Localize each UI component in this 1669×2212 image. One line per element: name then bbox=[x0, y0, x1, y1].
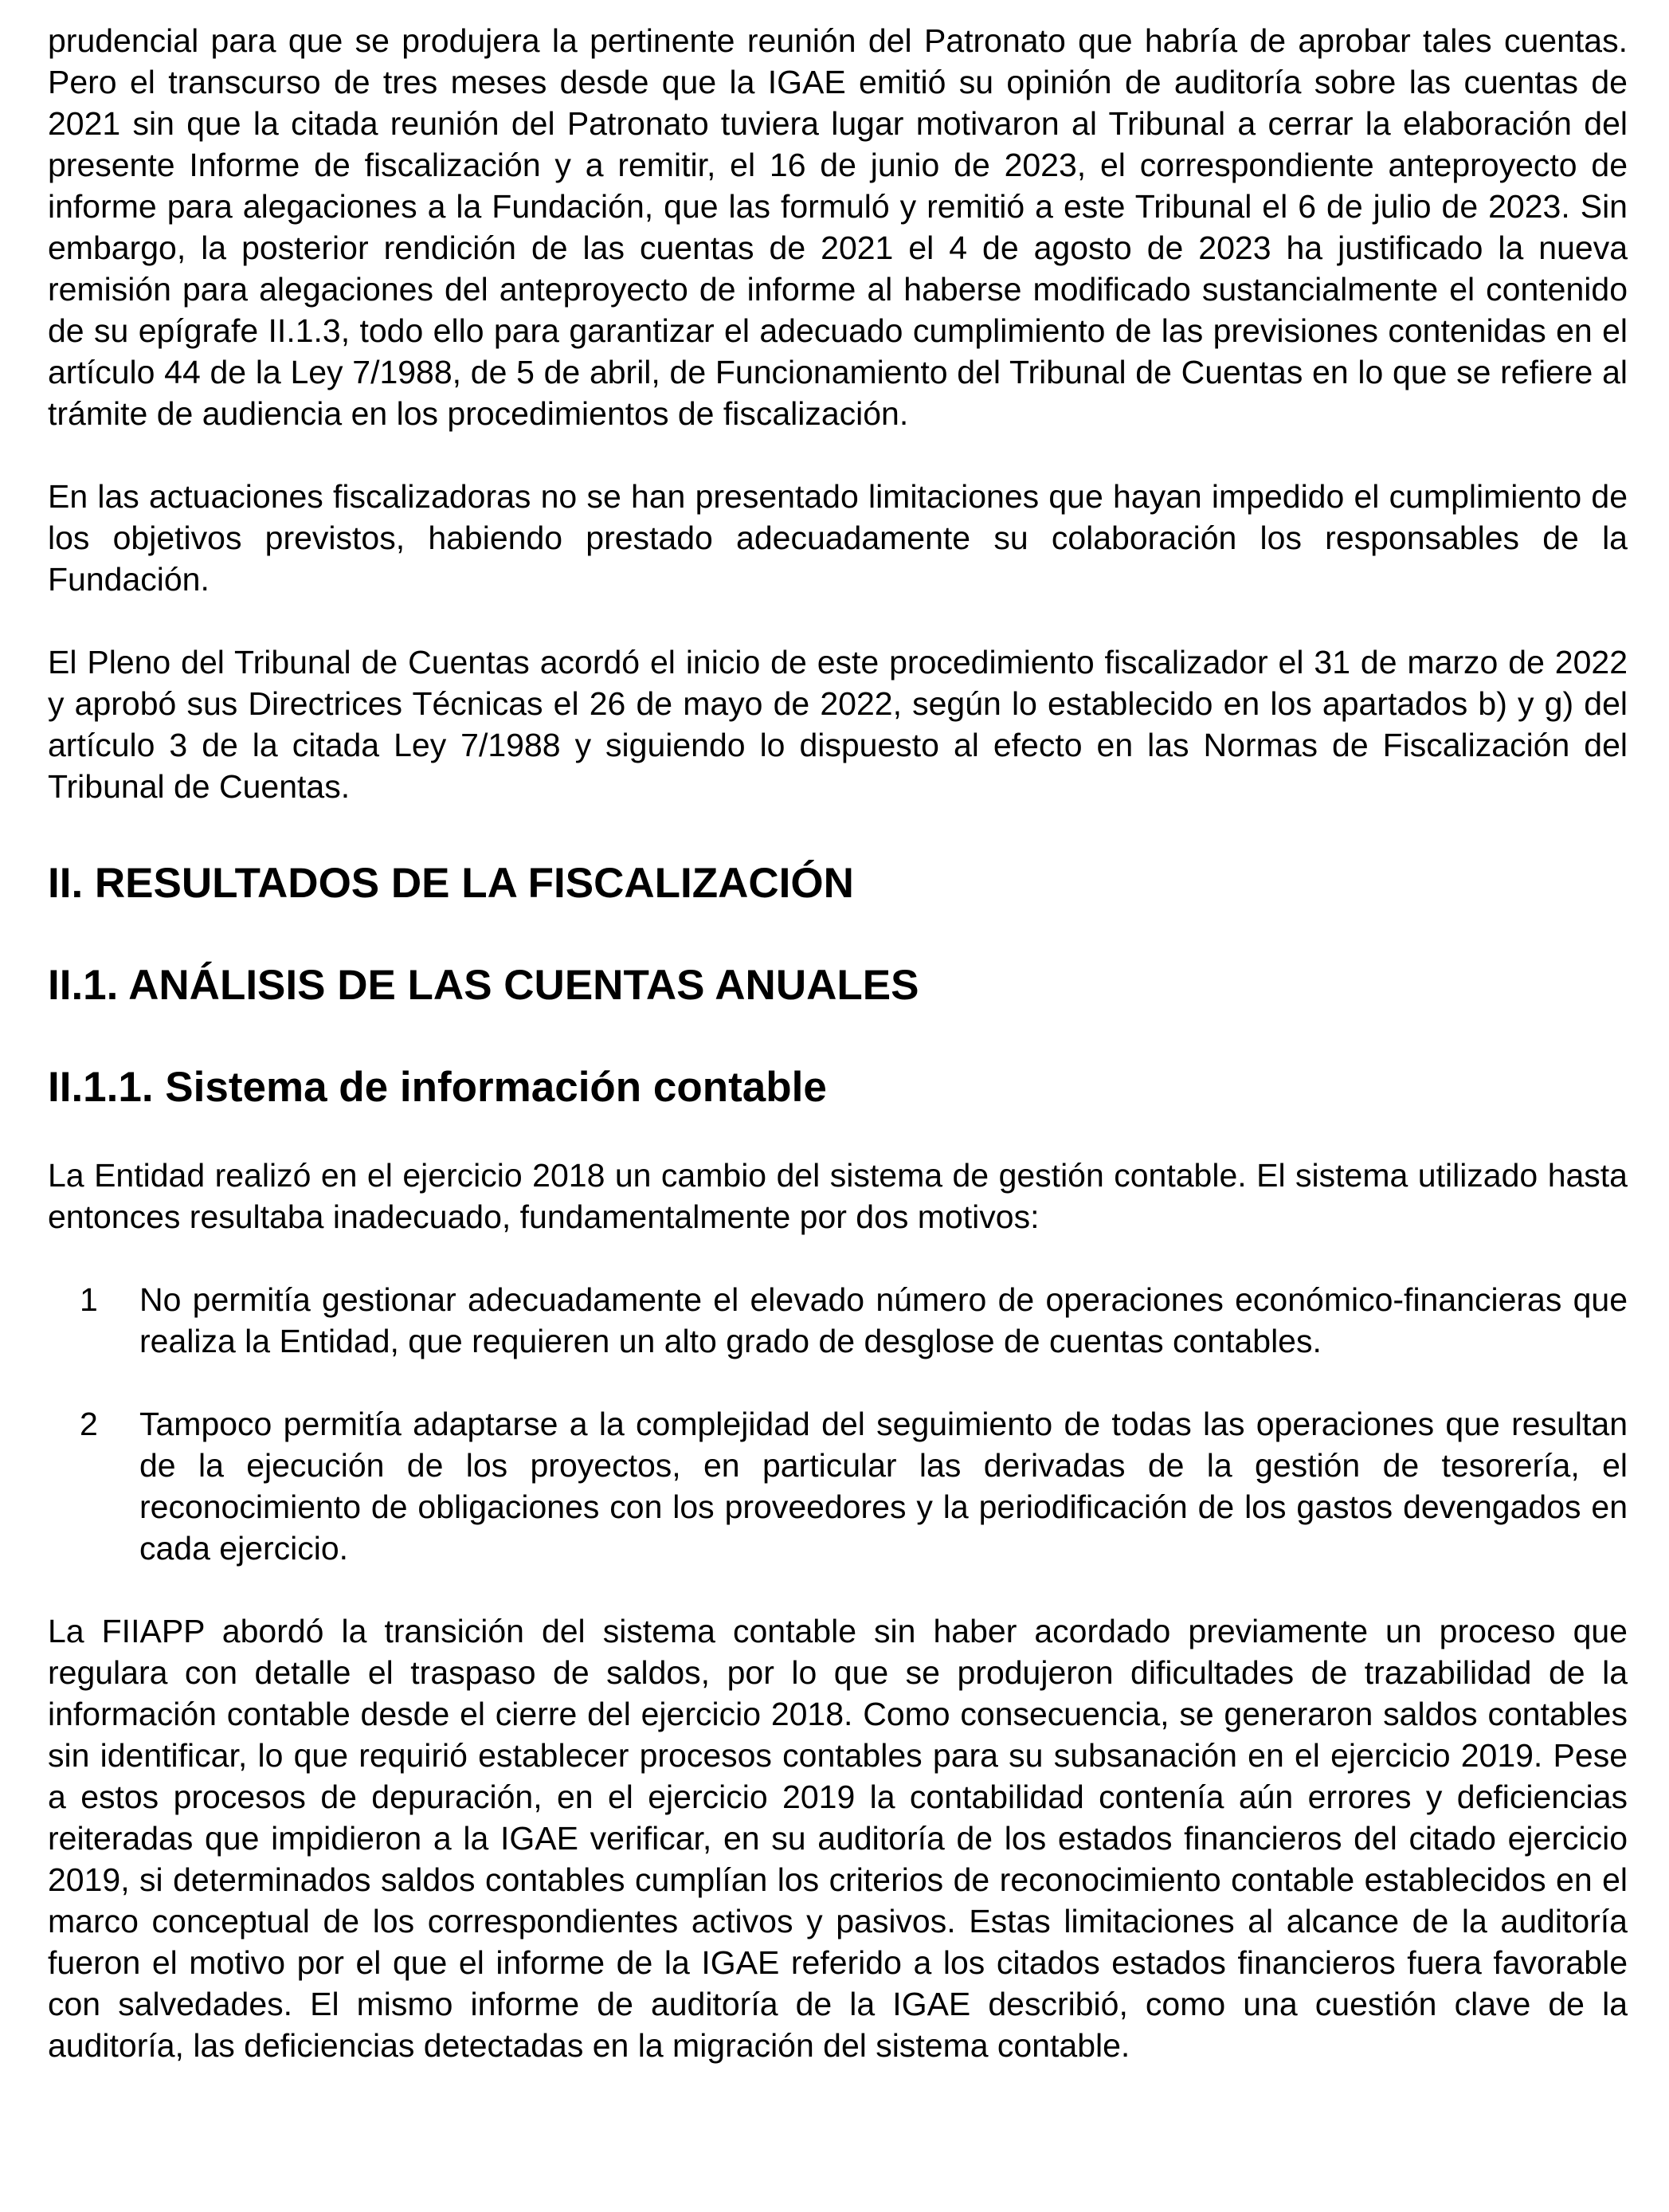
intro-paragraph-3: El Pleno del Tribunal de Cuentas acordó el inicio de este procedimiento fiscalizador el 31 de marzo de 2022 y aprobó sus Directrices Técnicas el 26 de mayo de 2022, según lo establecido en los apartados b) y g) del artículo 3 de la citada Ley 7/1988 y siguiendo lo dispuesto al efecto en las Normas de Fiscalización del Tribunal de Cuentas. bbox=[48, 644, 1628, 805]
system-paragraph: La Entidad realizó en el ejercicio 2018 un cambio del sistema de gestión contable. El sistema utilizado hasta entonces resultaba inadecuado, fundamentalmente por dos motivos: bbox=[48, 1157, 1628, 1235]
closing-paragraph: La FIIAPP abordó la transición del sistema contable sin haber acordado previamente un proceso que regulara con detalle el traspaso de saldos, por lo que se produjeron dificultades de trazabilidad de la información contable desde el cierre del ejercicio 2018. Como consecuencia, se generaron saldos contables sin identificar, lo que requirió establecer procesos contables para su subsanación en el ejercicio 2019. Pese a estos procesos de depuración, en el ejercicio 2019 la contabilidad contenía aún errores y deficiencias reiteradas que impidieron a la IGAE verificar, en su auditoría de los estados financieros del citado ejercicio 2019, si determinados saldos contables cumplían los criterios de reconocimiento contable establecidos en el marco conceptual de los correspondientes activos y pasivos. Estas limitaciones al alcance de la auditoría fueron el motivo por el que el informe de la IGAE referido a los citados estados financieros fuera favorable con salvedades. El mismo informe de auditoría de la IGAE describió, como una cuestión clave de la auditoría, las deficiencias detectadas en la migración del sistema contable. bbox=[48, 1613, 1628, 2064]
numbered-list bbox=[48, 1279, 1628, 1569]
intro-paragraph-1: prudencial para que se produjera la pertinente reunión del Patronato que habría de aprobar tales cuentas. Pero el transcurso de tres meses desde que la IGAE emitió su opinión de auditoría sobre las cuentas de 2021 sin que la citada reunión del Patronato tuviera lugar motivaron al Tribunal a cerrar la elaboración del presente Informe de fiscalización y a remitir, el 16 de junio de 2023, el correspondiente anteproyecto de informe para alegaciones a la Fundación, que las formuló y remitió a este Tribunal el 6 de julio de 2023. Sin embargo, la posterior rendición de las cuentas de 2021 el 4 de agosto de 2023 ha justificado la nueva remisión para alegaciones del anteproyecto de informe al haberse modificado sustancialmente el contenido de su epígrafe II.1.3, todo ello para garantizar el adecuado cumplimiento de las previsiones contenidas en el artículo 44 de la Ley 7/1988, de 5 de abril, de Funcionamiento del Tribunal de Cuentas en lo que se refiere al trámite de audiencia en los procedimientos de fiscalización. bbox=[48, 22, 1628, 432]
list-item-2-text: Tampoco permitía adaptarse a la complejidad del seguimiento de todas las operaciones que resultan de la ejecución de los proyectos, en particular las derivadas de la gestión de tesorería, el reconocimiento de obligaciones con los proveedores y la periodificación de los gastos devengados en cada ejercicio. bbox=[139, 1406, 1628, 1567]
list-item-1-number: 1 bbox=[80, 1281, 98, 1318]
subsubsection-heading: II.1.1. Sistema de información contable bbox=[48, 1064, 827, 1111]
subsection-heading: II.1. ANÁLISIS DE LAS CUENTAS ANUALES bbox=[48, 962, 919, 1009]
list-item-1 bbox=[48, 1279, 1628, 1362]
list-item-2-number: 2 bbox=[80, 1406, 98, 1442]
intro-paragraph-2: En las actuaciones fiscalizadoras no se han presentado limitaciones que hayan impedido el cumplimiento de los objetivos previstos, habiendo prestado adecuadamente su colaboración los responsables de la Fundación. bbox=[48, 478, 1628, 598]
list-item-1-text: No permitía gestionar adecuadamente el elevado número de operaciones económico-financieras que realiza la Entidad, que requieren un alto grado de desglose de cuentas contables. bbox=[139, 1281, 1628, 1359]
section-heading: II. RESULTADOS DE LA FISCALIZACIÓN bbox=[48, 860, 854, 907]
list-item-2 bbox=[48, 1403, 1628, 1569]
